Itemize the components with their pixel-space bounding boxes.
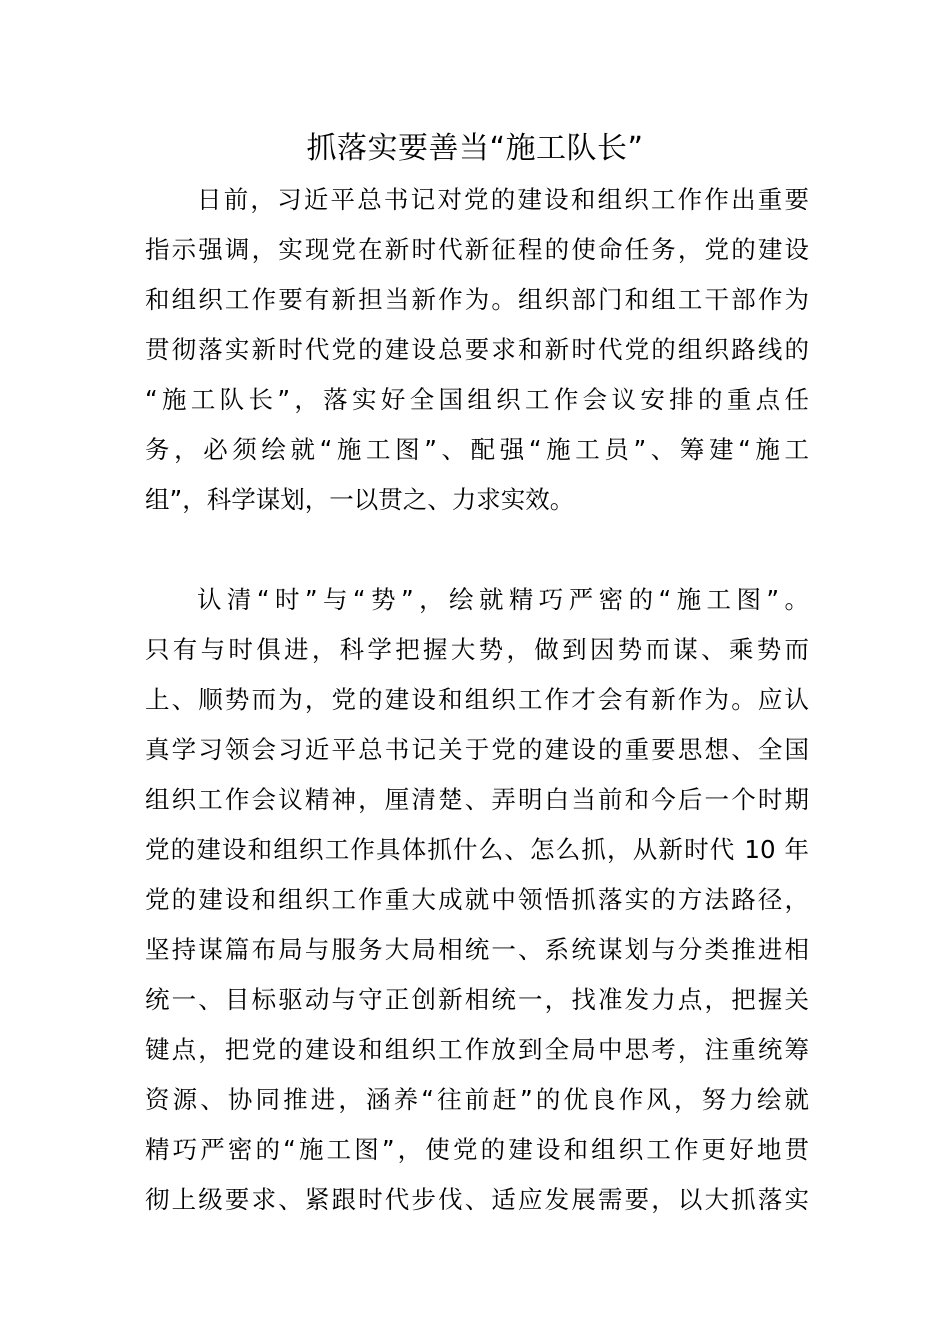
paragraph-line: 统一、目标驱动与守正创新相统一，找准发力点，把握关 [145,985,809,1014]
paragraph-line: 指示强调，实现党在新时代新征程的使命任务，党的建设 [145,235,809,264]
paragraph-line: 彻上级要求、紧跟时代步伐、适应发展需要，以大抓落实 [145,1185,809,1214]
paragraph-line: 务，必须绘就“施工图”、配强“施工员”、筹建“施工 [145,435,809,464]
paragraph-line: 坚持谋篇布局与服务大局相统一、系统谋划与分类推进相 [145,935,809,964]
paragraph-line: 党的建设和组织工作具体抓什么、怎么抓，从新时代 10 年 [145,835,809,864]
paragraph-line: 资源、协同推进，涵养“往前赶”的优良作风，努力绘就 [145,1085,809,1114]
paragraph-line: 只有与时俱进，科学把握大势，做到因势而谋、乘势而 [145,635,809,664]
paragraph-line: 精巧严密的“施工图”，使党的建设和组织工作更好地贯 [145,1135,809,1164]
page-title: 抓落实要善当“施工队长” [306,131,644,166]
paragraph-line: 和组织工作要有新担当新作为。组织部门和组工干部作为 [145,285,809,314]
paragraph-line: 键点，把党的建设和组织工作放到全局中思考，注重统筹 [145,1035,809,1064]
paragraph-line: 真学习领会习近平总书记关于党的建设的重要思想、全国 [145,735,809,764]
paragraph-line: 组”，科学谋划，一以贯之、力求实效。 [145,485,575,514]
paragraph-line: 党的建设和组织工作重大成就中领悟抓落实的方法路径， [145,885,809,914]
paragraph-line: 认清“时”与“势”，绘就精巧严密的“施工图”。 [197,585,809,614]
paragraph-line: 上、顺势而为，党的建设和组织工作才会有新作为。应认 [145,685,809,714]
paragraph-line: 日前，习近平总书记对党的建设和组织工作作出重要 [197,185,809,214]
paragraph-line: “施工队长”，落实好全国组织工作会议安排的重点任 [145,385,809,414]
paragraph-line: 组织工作会议精神，厘清楚、弄明白当前和今后一个时期 [145,785,809,814]
paragraph-line: 贯彻落实新时代党的建设总要求和新时代党的组织路线的 [145,335,809,364]
